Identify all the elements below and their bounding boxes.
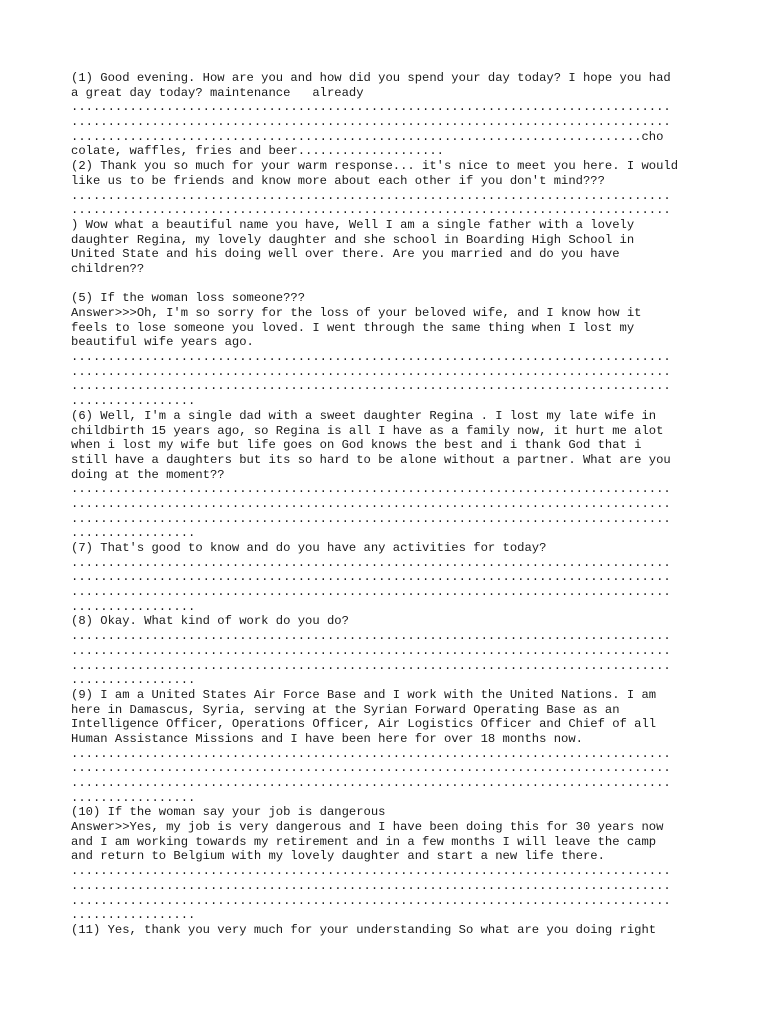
document-page [71, 71, 711, 938]
text-line: ................. [71, 599, 196, 614]
text-line: ................. [71, 526, 196, 541]
text-line: ................. [71, 673, 196, 688]
text-line: .................................................................................. [71, 776, 671, 790]
text-line: .................................................................................. [71, 629, 671, 644]
text-line: ................. [71, 394, 196, 409]
text-line: feels to lose someone you loved. I went through the same thing when I lost my [71, 320, 635, 335]
text-line: (1) Good evening. How are you and how did you spend your day today? I hope you had [71, 71, 671, 85]
text-line: ................. [71, 908, 196, 923]
text-line: .................................................................................. [71, 203, 671, 218]
text-line: (7) That's good to know and do you have any activities for today? [71, 541, 547, 555]
text-line: (11) Yes, thank you very much for your understanding So what are you doing right [71, 922, 657, 937]
text-line: (10) If the woman say your job is dangerous [71, 805, 386, 820]
blank-line [71, 277, 711, 292]
text-line: daughter Regina, my lovely daughter and she school in Boarding High School in [71, 232, 635, 247]
text-line: when i lost my wife but life goes on God knows the best and i thank God that i [71, 438, 642, 453]
text-line: .................................................................................. [71, 496, 671, 511]
text-line: .................................................................................. [71, 658, 671, 673]
text-line: and return to Belgium with my lovely daughter and start a new life there. [71, 849, 605, 864]
text-line: ..............................................................................cho [71, 129, 664, 144]
text-line: ................. [71, 790, 196, 805]
text-line: .................................................................................. [71, 585, 671, 600]
text-line: childbirth 15 years ago, so Regina is all I have as a family now, it hurt me alot [71, 423, 664, 438]
text-line: .................................................................................. [71, 482, 671, 497]
text-line: (9) I am a United States Air Force Base and I work with the United Nations. I am [71, 687, 657, 702]
text-line: .................................................................................. [71, 570, 671, 585]
text-line: .................................................................................. [71, 188, 671, 203]
text-line: still have a daughters but its so hard to be alone without a partner. What are you [71, 452, 671, 467]
text-line: United State and his doing well over there. Are you married and do you have [71, 247, 620, 262]
text-line: (5) If the woman loss someone??? [71, 291, 306, 306]
text-line: (6) Well, I'm a single dad with a sweet daughter Regina . I lost my late wife in [71, 408, 657, 423]
text-line: Intelligence Officer, Operations Officer, Air Logistics Officer and Chief of all [71, 717, 657, 732]
text-line: .................................................................................. [71, 511, 671, 526]
text-line: .................................................................................. [71, 864, 671, 879]
text-line: .................................................................................. [71, 746, 671, 761]
text-line: .................................................................................. [71, 350, 671, 365]
text-line: .................................................................................. [71, 761, 671, 776]
text-line: .................................................................................. [71, 379, 671, 394]
text-line: here in Damascus, Syria, serving at the Syrian Forward Operating Base as an [71, 702, 620, 717]
text-line: .................................................................................. [71, 643, 671, 658]
text-line: .................................................................................. [71, 893, 671, 908]
text-line: (2) Thank you so much for your warm response... it's nice to meet you here. I would [71, 159, 679, 174]
text-line: .................................................................................. [71, 364, 671, 379]
text-line: children?? [71, 261, 145, 276]
text-line: beautiful wife years ago. [71, 335, 254, 350]
text-line: ) Wow what a beautiful name you have, Well I am a single father with a lovely [71, 217, 635, 232]
text-line: .................................................................................. [71, 878, 671, 893]
text-line: colate, waffles, fries and beer.................... [71, 144, 444, 159]
text-line: .................................................................................. [71, 100, 671, 115]
text-line: doing at the moment?? [71, 467, 225, 482]
text-line: like us to be friends and know more about each other if you don't mind??? [71, 173, 605, 188]
text-line: a great day today? maintenance already [71, 85, 364, 100]
text-line: and I am working towards my retirement and in a few months I will leave the camp [71, 834, 657, 849]
text-line: (8) Okay. What kind of work do you do? [71, 614, 349, 629]
text-line: Human Assistance Missions and I have been here for over 18 months now. [71, 731, 583, 746]
text-line: .................................................................................. [71, 555, 671, 570]
text-line: Answer>>Yes, my job is very dangerous and I have been doing this for 30 years now [71, 820, 664, 835]
text-line: .................................................................................. [71, 115, 671, 130]
text-line: Answer>>>Oh, I'm so sorry for the loss of your beloved wife, and I know how it [71, 306, 642, 320]
